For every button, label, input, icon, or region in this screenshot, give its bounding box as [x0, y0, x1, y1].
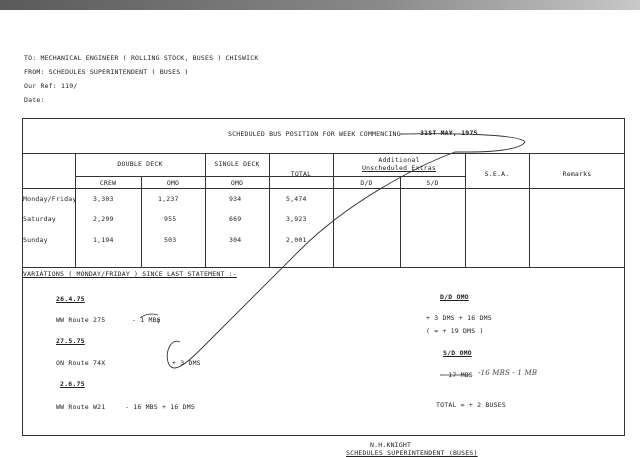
row-omo-value: 955: [164, 215, 177, 223]
dd-omo-line1: + 3 DMS + 16 DMS: [426, 314, 492, 322]
sd-omo-handwritten-note: -16 MBS - 1 MB: [478, 369, 538, 377]
dd-omo-heading: D/D OMO: [440, 293, 469, 301]
row-day-label: Sunday: [23, 236, 48, 244]
variation-date: 26.4.75: [56, 295, 85, 303]
sd-omo-heading: S/D OMO: [443, 349, 472, 357]
row-total-value: 5,474: [286, 195, 307, 203]
header-unscheduled: Unscheduled Extras: [361, 164, 437, 172]
variation-route: WW Route W21: [56, 403, 106, 411]
header-remarks: Remarks: [562, 170, 592, 178]
week-date: 31ST MAY, 1975: [420, 129, 478, 137]
row-day-label: Saturday: [23, 215, 56, 223]
header-sea: S.E.A.: [484, 170, 510, 178]
total-line: TOTAL = + 2 BUSES: [436, 401, 506, 409]
variation-date: 27.5.75: [56, 337, 85, 345]
subheader-sd-omo: OMO: [230, 179, 244, 187]
row-day-label: Monday/Friday: [23, 195, 77, 203]
row-sd-omo-value: 669: [229, 215, 242, 223]
header-double-deck: DOUBLE DECK: [117, 160, 163, 168]
variation-route: WW Route 275: [56, 316, 106, 324]
header-single-deck: SINGLE DECK: [214, 160, 260, 168]
row-total-value: 3,923: [286, 215, 307, 223]
subheader-sd: S/D: [426, 179, 439, 187]
header-total: TOTAL: [290, 170, 312, 178]
variations-heading: VARIATIONS ( MONDAY/FRIDAY ) SINCE LAST STATEMENT :-: [23, 270, 237, 278]
variation-change: - 16 MBS + 16 DMS: [125, 403, 195, 411]
signature-title: SCHEDULES SUPERINTENDENT (BUSES): [346, 449, 478, 457]
variation-date: 2.6.75: [60, 380, 85, 388]
table-title: SCHEDULED BUS POSITION FOR WEEK COMMENCING: [228, 130, 401, 138]
row-omo-value: 1,237: [158, 195, 179, 203]
signature-name: N.H.KNIGHT: [370, 441, 412, 449]
to-line: TO: MECHANICAL ENGINEER ( ROLLING STOCK, BUSES ) CHISWICK: [24, 54, 259, 62]
date-line: Date:: [24, 96, 45, 104]
variation-change: + 3 DMS: [172, 359, 201, 367]
row-total-value: 2,001: [286, 236, 307, 244]
row-sd-omo-value: 934: [229, 195, 242, 203]
variation-route: ON Route 74X: [56, 359, 106, 367]
sd-omo-value: - 17 MBS: [440, 371, 473, 379]
header-additional: Additional: [378, 156, 420, 164]
row-sd-omo-value: 304: [229, 236, 242, 244]
variation-change: - 1 MBS: [132, 316, 161, 324]
row-omo-value: 503: [164, 236, 177, 244]
row-crew-value: 1,194: [93, 236, 114, 244]
row-crew-value: 3,303: [93, 195, 114, 203]
dd-omo-line2: ( = + 19 DMS ): [426, 327, 484, 335]
subheader-dd: D/D: [360, 179, 373, 187]
subheader-omo: OMO: [166, 179, 180, 187]
from-line: FROM: SCHEDULES SUPERINTENDENT ( BUSES ): [24, 68, 189, 76]
subheader-crew: CREW: [99, 179, 117, 187]
reference-line: Our Ref: 110/: [24, 82, 78, 90]
row-crew-value: 2,299: [93, 215, 114, 223]
